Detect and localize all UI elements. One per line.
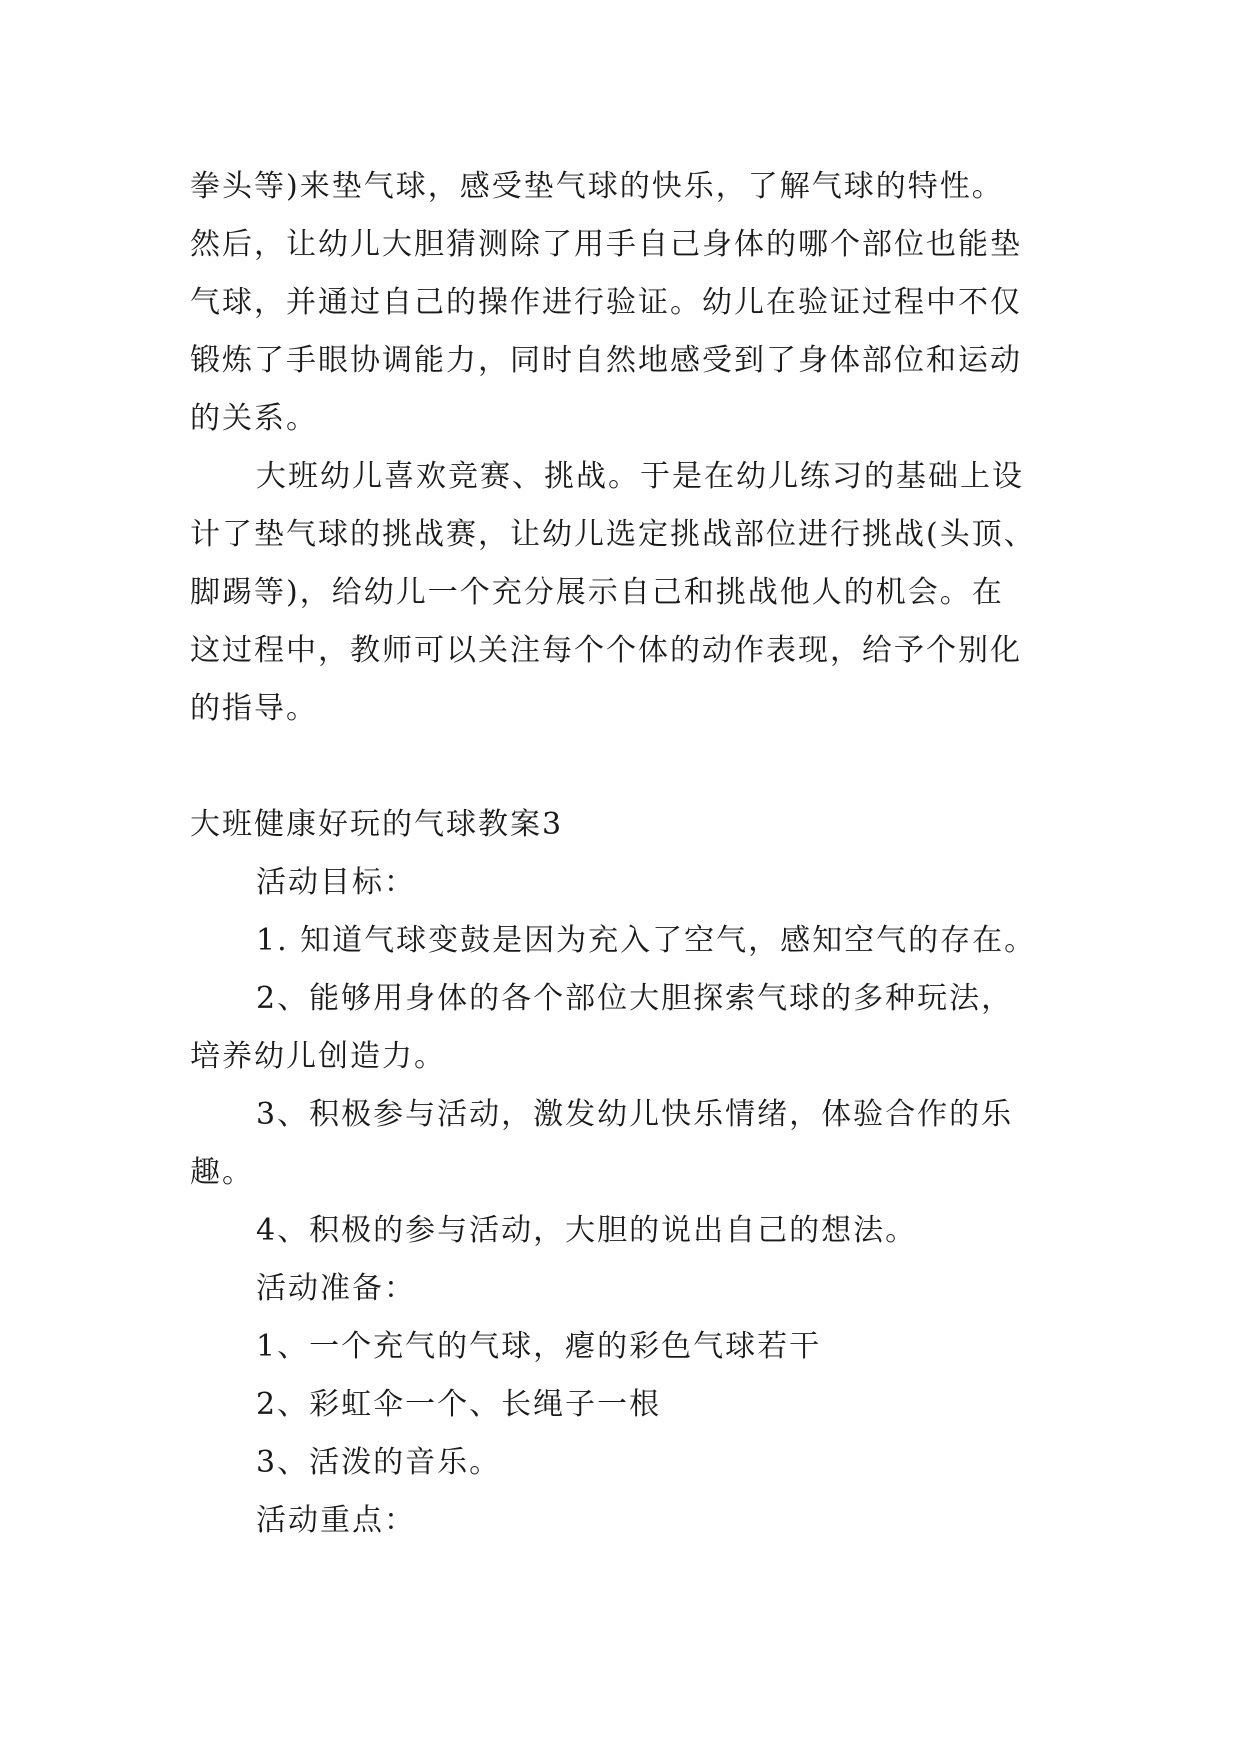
prep-item: 2、彩虹伞一个、长绳子一根 <box>256 1387 662 1422</box>
focus-heading: 活动重点： <box>256 1503 416 1538</box>
prep-item: 3、活泼的音乐。 <box>256 1445 502 1480</box>
paragraph-line: 锻炼了手眼协调能力，同时自然地感受到了身体部位和运动 <box>190 343 1022 378</box>
paragraph-line: 大班幼儿喜欢竞赛、挑战。于是在幼儿练习的基础上设 <box>256 459 1024 494</box>
paragraph-line: 脚踢等)，给幼儿一个充分展示自己和挑战他人的机会。在 <box>190 575 1004 610</box>
paragraph-line: 这过程中，教师可以关注每个个体的动作表现，给予个别化 <box>190 633 1022 668</box>
prep-heading: 活动准备： <box>256 1271 416 1306</box>
document-page <box>190 158 1060 1550</box>
prep-item: 1、一个充气的气球，瘪的彩色气球若干 <box>256 1329 822 1364</box>
lesson-title: 大班健康好玩的气球教案3 <box>190 807 564 842</box>
paragraph-line: 拳头等)来垫气球，感受垫气球的快乐，了解气球的特性。 <box>190 169 1004 204</box>
paragraph-line: 的关系。 <box>190 401 318 436</box>
goal-item: 1. 知道气球变鼓是因为充入了空气，感知空气的存在。 <box>256 923 1037 958</box>
paragraph-line: 的指导。 <box>190 691 318 726</box>
goal-item: 4、积极的参与活动，大胆的说出自己的想法。 <box>256 1213 918 1248</box>
goals-heading: 活动目标： <box>256 865 416 900</box>
goal-item-continued: 培养幼儿创造力。 <box>190 1039 446 1074</box>
goal-item: 3、积极参与活动，激发幼儿快乐情绪，体验合作的乐 <box>256 1097 1014 1132</box>
paragraph-line: 计了垫气球的挑战赛，让幼儿选定挑战部位进行挑战(头顶、 <box>190 517 1036 552</box>
goal-item: 2、能够用身体的各个部位大胆探索气球的多种玩法， <box>256 981 1014 1016</box>
section-spacer <box>190 738 1060 796</box>
paragraph-line: 气球，并通过自己的操作进行验证。幼儿在验证过程中不仅 <box>190 285 1022 320</box>
paragraph-line: 然后，让幼儿大胆猜测除了用手自己身体的哪个部位也能垫 <box>190 227 1022 262</box>
goal-item-continued: 趣。 <box>190 1155 254 1190</box>
